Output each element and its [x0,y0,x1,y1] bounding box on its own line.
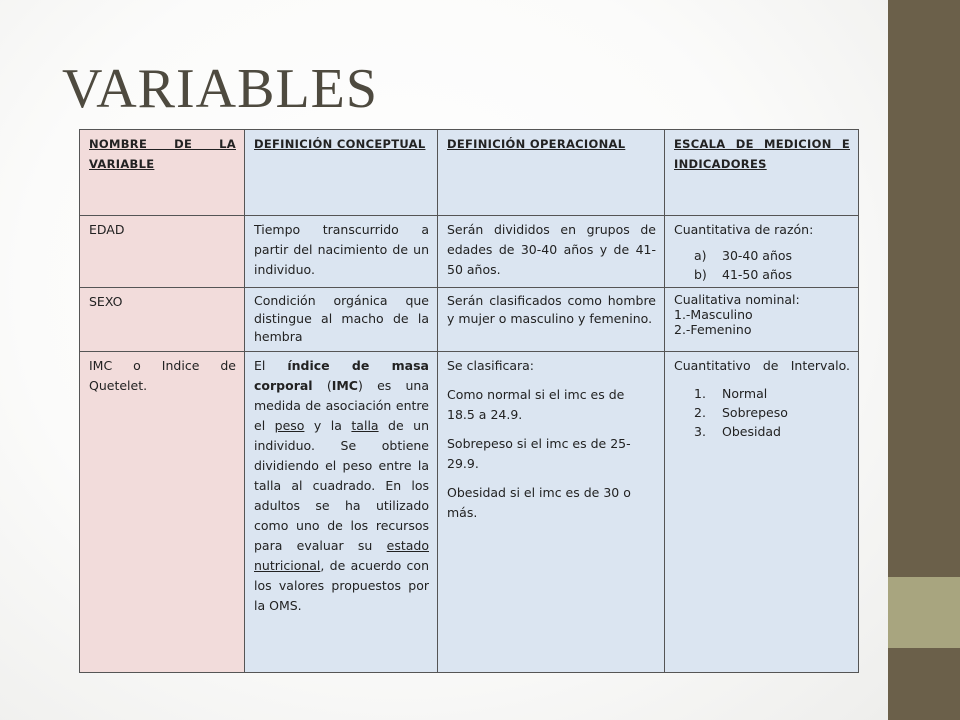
cell-imc-scale: Cuantitativo de Intervalo. 1. Normal 2. Sobrepeso 3. Obesidad [665,352,859,673]
cell-imc-operational: Se clasificara: Como normal si el imc es de 18.5 a 24.9. Sobrepeso si el imc es de 25-29.9. Obesidad si el imc es de 30 o más. [438,352,665,673]
cell-edad-name: EDAD [80,216,245,288]
cell-sexo-operational: Serán clasificados como hombre y mujer o masculino y femenino. [438,288,665,352]
sidebar-accent-middle [888,577,960,648]
list-item: b) 41-50 años [694,267,793,282]
table-row-sexo [80,288,859,352]
list-item: 1. Normal [694,386,768,401]
sidebar-accent-bottom [888,648,960,720]
slide-title: VARIABLES [62,58,379,120]
imc-scale-list [674,384,850,441]
cell-edad-operational: Serán divididos en grupos de edades de 30-40 años y de 41-50 años. [438,216,665,288]
edad-scale-label: Cuantitativa de razón: [674,222,814,237]
list-item: a) 30-40 años [694,248,793,263]
table-row-edad [80,216,859,288]
cell-sexo-name: SEXO [80,288,245,352]
edad-scale-list [674,246,850,284]
header-cell-name: NOMBRE DE LA VARIABLE [80,130,245,216]
variables-table [79,129,859,673]
table-header-row [80,130,859,216]
list-item: 2. Sobrepeso [694,405,788,420]
cell-edad-scale [665,216,859,288]
header-cell-operational: DEFINICIÓN OPERACIONAL [438,130,665,216]
cell-sexo-conceptual: Condición orgánica que distingue al macho de la hembra [245,288,438,352]
cell-sexo-scale: Cualitativa nominal: 1.-Masculino 2.-Femenino [665,288,859,352]
header-cell-conceptual: DEFINICIÓN CONCEPTUAL [245,130,438,216]
sidebar-accent-top [888,0,960,577]
header-cell-scale: ESCALA DE MEDICION E INDICADORES [665,130,859,216]
cell-edad-conceptual: Tiempo transcurrido a partir del nacimiento de un individuo. [245,216,438,288]
table-row-imc [80,352,859,673]
list-item: 3. Obesidad [694,424,781,439]
cell-imc-conceptual: El índice de masa corporal (IMC) es una medida de asociación entre el peso y la talla de un individuo. Se obtiene dividiendo el peso entre la talla al cuadrado. En los adultos se ha utilizado como uno de los recursos para evaluar su estado nutricional, de acuerdo con los valores propuestos por la OMS. [245,352,438,673]
cell-imc-name: IMC o Indice de Quetelet. [80,352,245,673]
